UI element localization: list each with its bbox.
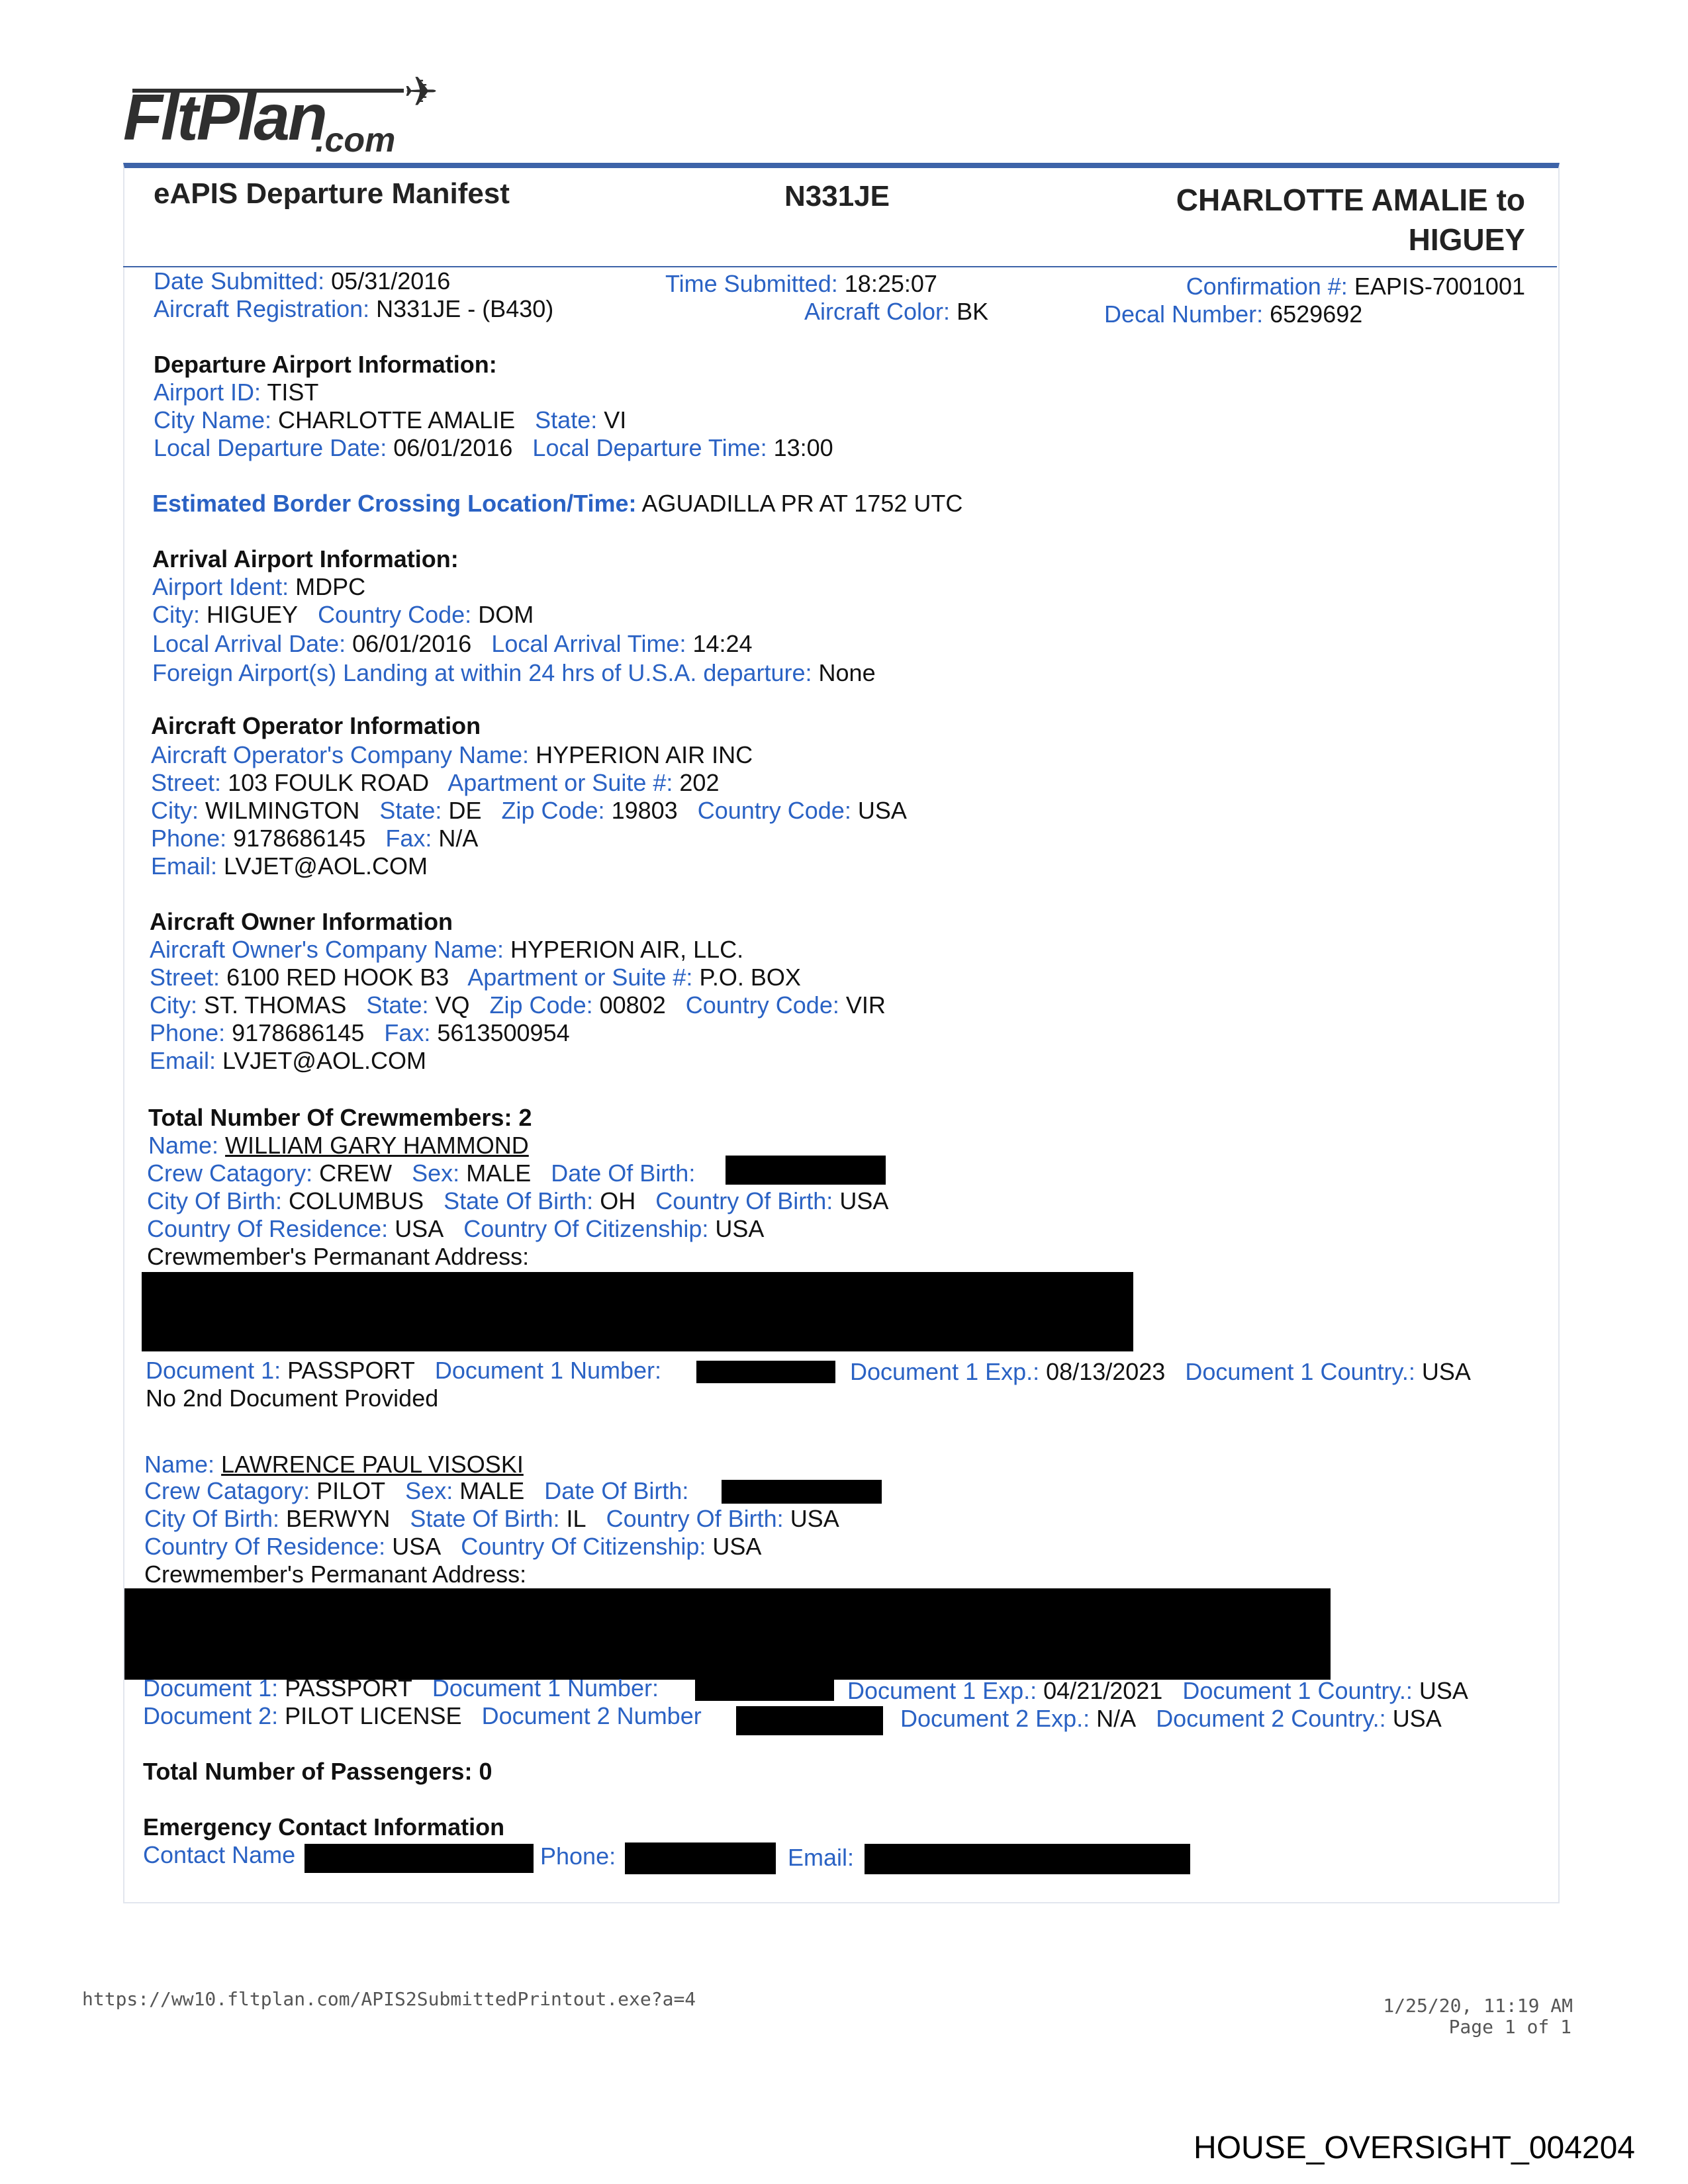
- operator-city-line: City: WILMINGTON State: DE Zip Code: 19803 Country Code: USA: [151, 797, 907, 824]
- crew2-address-label: Crewmember's Permanant Address:: [144, 1561, 527, 1588]
- route-line-2: HIGUEY: [1408, 222, 1525, 257]
- redaction-crew1-doc-number: [696, 1361, 835, 1383]
- crew-total: Total Number Of Crewmembers: 2: [148, 1104, 532, 1131]
- emergency-phone: Phone:: [540, 1843, 616, 1870]
- footer-url: https://ww10.fltplan.com/APIS2SubmittedPrintout.exe?a=4: [82, 1988, 696, 2010]
- redaction-crew2-doc2-number: [736, 1706, 883, 1735]
- operator-phone-fax: Phone: 9178686145 Fax: N/A: [151, 825, 479, 852]
- owner-company: Aircraft Owner's Company Name: HYPERION AIR, LLC.: [150, 936, 744, 963]
- redaction-contact-phone: [625, 1843, 776, 1874]
- operator-email: Email: LVJET@AOL.COM: [151, 852, 428, 880]
- crew2-birth-line: City Of Birth: BERWYN State Of Birth: IL Country Of Birth: USA: [144, 1505, 839, 1532]
- emergency-contact-name: Contact Name: [143, 1841, 296, 1868]
- crew1-address-label: Crewmember's Permanant Address:: [147, 1243, 530, 1270]
- arrival-heading: Arrival Airport Information:: [152, 545, 459, 572]
- owner-email: Email: LVJET@AOL.COM: [150, 1047, 426, 1074]
- crew1-document-exp: Document 1 Exp.: 08/13/2023 Document 1 Country.: USA: [850, 1358, 1471, 1385]
- owner-street: Street: 6100 RED HOOK B3 Apartment or Suite #: P.O. BOX: [150, 964, 801, 991]
- crew2-document2-exp: Document 2 Exp.: N/A Document 2 Country.: USA: [900, 1705, 1442, 1732]
- tail-number: N331JE: [784, 180, 890, 212]
- emergency-heading: Emergency Contact Information: [143, 1813, 505, 1841]
- footer-datetime: 1/25/20, 11:19 AM: [1383, 1995, 1573, 2017]
- departure-airport-id: Airport ID: TIST: [154, 379, 319, 406]
- redaction-contact-email: [865, 1844, 1190, 1874]
- redaction-crew1-address: [142, 1272, 1133, 1351]
- bates-stamp: HOUSE_OVERSIGHT_004204: [1194, 2130, 1635, 2165]
- passengers-total: Total Number of Passengers: 0: [143, 1758, 492, 1785]
- foreign-airport-landing: Foreign Airport(s) Landing at within 24 hrs of U.S.A. departure: None: [152, 659, 876, 686]
- departure-heading: Departure Airport Information:: [154, 351, 497, 378]
- logo-suffix: .com: [315, 121, 396, 159]
- redaction-crew2-address: [124, 1588, 1331, 1680]
- crew2-document1-line: Document 1: PASSPORT Document 1 Number:: [143, 1674, 659, 1702]
- owner-city-line: City: ST. THOMAS State: VQ Zip Code: 00802 Country Code: VIR: [150, 991, 886, 1019]
- crew2-document2-line: Document 2: PILOT LICENSE Document 2 Number: [143, 1702, 702, 1729]
- page-title: eAPIS Departure Manifest: [154, 177, 510, 210]
- arrival-city-country: City: HIGUEY Country Code: DOM: [152, 601, 534, 628]
- crew1-doc2-note: No 2nd Document Provided: [146, 1385, 439, 1412]
- route-line-1: CHARLOTTE AMALIE to: [1176, 183, 1525, 217]
- arrival-date-time: Local Arrival Date: 06/01/2016 Local Arrival Time: 14:24: [152, 630, 753, 657]
- crew1-name: Name: WILLIAM GARY HAMMOND: [148, 1132, 529, 1159]
- operator-street: Street: 103 FOULK ROAD Apartment or Suite #: 202: [151, 769, 720, 796]
- crew2-residence-line: Country Of Residence: USA Country Of Citizenship: USA: [144, 1533, 762, 1560]
- operator-heading: Aircraft Operator Information: [151, 712, 481, 739]
- crew1-category-line: Crew Catagory: CREW Sex: MALE Date Of Birth:: [147, 1160, 696, 1187]
- border-crossing: Estimated Border Crossing Location/Time: AGUADILLA PR AT 1752 UTC: [152, 490, 963, 517]
- departure-city-state: City Name: CHARLOTTE AMALIE State: VI: [154, 406, 627, 433]
- aircraft-registration: Aircraft Registration: N331JE - (B430): [154, 295, 554, 322]
- decal-number: Decal Number: 6529692: [1104, 300, 1363, 328]
- owner-phone-fax: Phone: 9178686145 Fax: 5613500954: [150, 1019, 570, 1046]
- fltplan-logo: [123, 69, 441, 165]
- crew2-category-line: Crew Catagory: PILOT Sex: MALE Date Of Birth:: [144, 1477, 689, 1504]
- redaction-crew1-dob: [726, 1156, 886, 1185]
- departure-date-time: Local Departure Date: 06/01/2016 Local Departure Time: 13:00: [154, 434, 833, 461]
- time-submitted: Time Submitted: 18:25:07: [665, 270, 937, 297]
- crew1-residence-line: Country Of Residence: USA Country Of Citizenship: USA: [147, 1215, 765, 1242]
- redaction-crew2-doc1-number: [695, 1678, 834, 1701]
- logo-text: FltPlan: [123, 81, 326, 154]
- crew2-document1-exp: Document 1 Exp.: 04/21/2021 Document 1 Country.: USA: [847, 1677, 1468, 1704]
- aircraft-color: Aircraft Color: BK: [804, 298, 989, 325]
- date-submitted: Date Submitted: 05/31/2016: [154, 267, 451, 295]
- airplane-icon: ✈: [404, 69, 438, 115]
- crew1-document-line: Document 1: PASSPORT Document 1 Number:: [146, 1357, 662, 1384]
- redaction-contact-name: [305, 1844, 534, 1873]
- confirmation-number: Confirmation #: EAPIS-7001001: [1186, 273, 1525, 300]
- emergency-email: Email:: [788, 1844, 855, 1871]
- redaction-crew2-dob: [722, 1480, 882, 1504]
- arrival-airport-ident: Airport Ident: MDPC: [152, 573, 366, 600]
- footer-page-number: Page 1 of 1: [1448, 2016, 1571, 2038]
- owner-heading: Aircraft Owner Information: [150, 908, 453, 935]
- crew1-birth-line: City Of Birth: COLUMBUS State Of Birth: OH Country Of Birth: USA: [147, 1187, 889, 1214]
- operator-company: Aircraft Operator's Company Name: HYPERION AIR INC: [151, 741, 753, 768]
- crew2-name: Name: LAWRENCE PAUL VISOSKI: [144, 1451, 524, 1478]
